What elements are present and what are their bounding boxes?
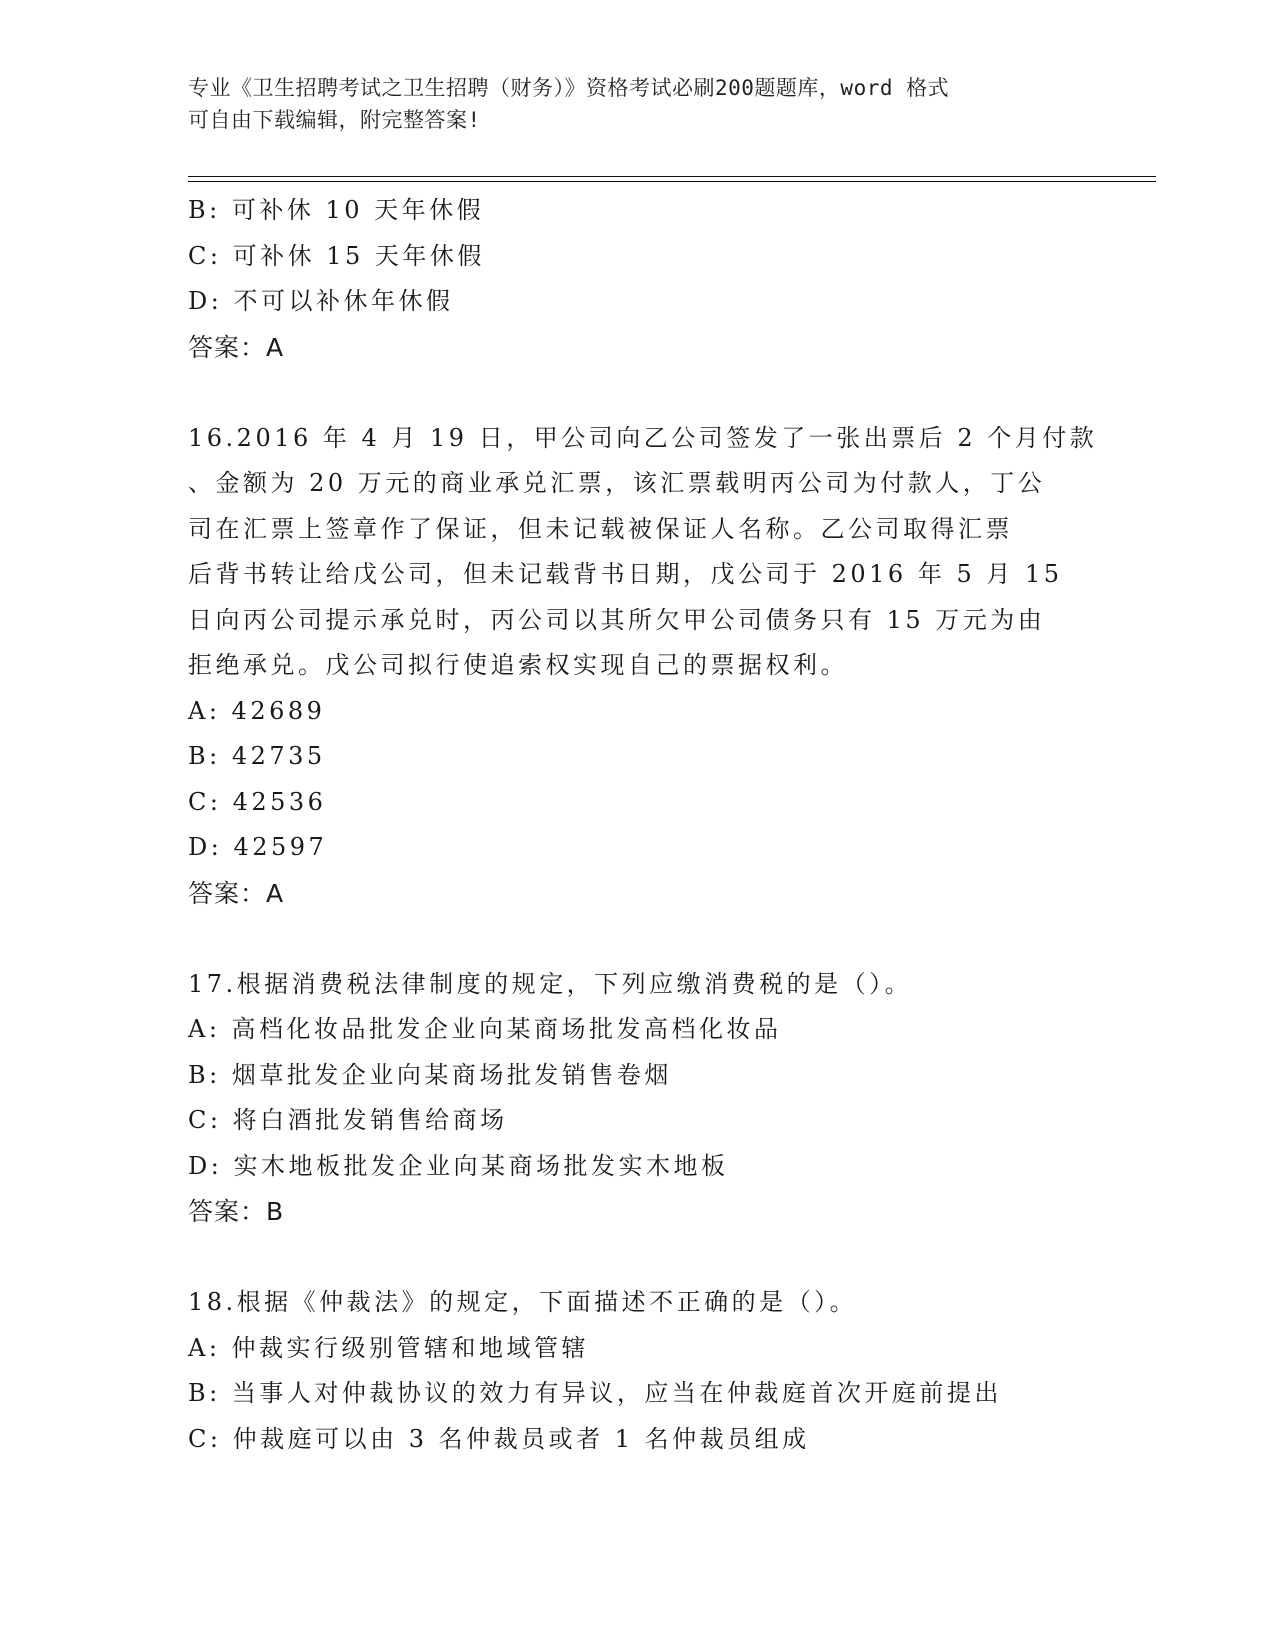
page-header [188, 72, 1068, 136]
option-c: C: 42536 [188, 787, 327, 816]
spacer [188, 370, 1088, 416]
question-16 [188, 416, 1098, 917]
header-line-1: 专业《卫生招聘考试之卫生招聘（财务）》资格考试必刷200题题库，word 格式 [188, 76, 950, 100]
stem-line: 司在汇票上签章作了保证，但未记载被保证人名称。乙公司取得汇票 [188, 514, 1013, 543]
option-c: C: 仲裁庭可以由 3 名仲裁员或者 1 名仲裁员组成 [188, 1424, 810, 1453]
spacer [188, 1235, 1088, 1281]
option-d: D: 42597 [188, 833, 328, 861]
option-c: C: 将白酒批发销售给商场 [188, 1106, 508, 1134]
option-d: D: 不可以补休年休假 [188, 287, 454, 315]
question-content [188, 188, 1098, 1462]
answer-line: 答案：A [188, 332, 285, 362]
question-18 [188, 1280, 1088, 1462]
option-b: B: 可补休 10 天年休假 [188, 196, 485, 224]
header-rule-top [188, 176, 1156, 177]
option-a: A: 高档化妆品批发企业向某商场批发高档化妆品 [188, 1015, 782, 1043]
question-stem: 18.根据《仲裁法》的规定，下面描述不正确的是（）。 [188, 1288, 858, 1316]
option-a: A: 仲裁实行级别管辖和地域管辖 [188, 1333, 590, 1362]
question-15-tail [188, 188, 1088, 370]
stem-line: 拒绝承兑。戊公司拟行使追索权实现自己的票据权利。 [188, 651, 848, 679]
stem-line: 16.2016 年 4 月 19 日，甲公司向乙公司签发了一张出票后 2 个月付款 [188, 423, 1098, 452]
stem-line: 、金额为 20 万元的商业承兑汇票，该汇票载明丙公司为付款人，丁公 [188, 469, 1046, 497]
option-b: B: 当事人对仲裁协议的效力有异议，应当在仲裁庭首次开庭前提出 [188, 1379, 1002, 1407]
option-b: B: 42735 [188, 742, 326, 770]
option-a: A: 42689 [188, 696, 326, 725]
question-stem: 17.根据消费税法律制度的规定，下列应缴消费税的是（）。 [188, 969, 913, 998]
stem-line: 后背书转让给戊公司，但未记载背书日期，戊公司于 2016 年 5 月 15 [188, 560, 1063, 588]
answer-line: 答案：A [188, 878, 285, 908]
spacer [188, 916, 1088, 962]
option-d: D: 实木地板批发企业向某商场批发实木地板 [188, 1151, 729, 1180]
option-b: B: 烟草批发企业向某商场批发销售卷烟 [188, 1060, 672, 1089]
header-rule-bottom [188, 181, 1156, 182]
answer-line: 答案：B [188, 1197, 285, 1226]
stem-line: 日向丙公司提示承兑时，丙公司以其所欠甲公司债务只有 15 万元为由 [188, 605, 1046, 634]
question-stem [188, 416, 1098, 689]
header-line-2: 可自由下载编辑，附完整答案! [188, 108, 481, 132]
question-17 [188, 962, 1088, 1235]
option-c: C: 可补休 15 天年休假 [188, 241, 485, 270]
